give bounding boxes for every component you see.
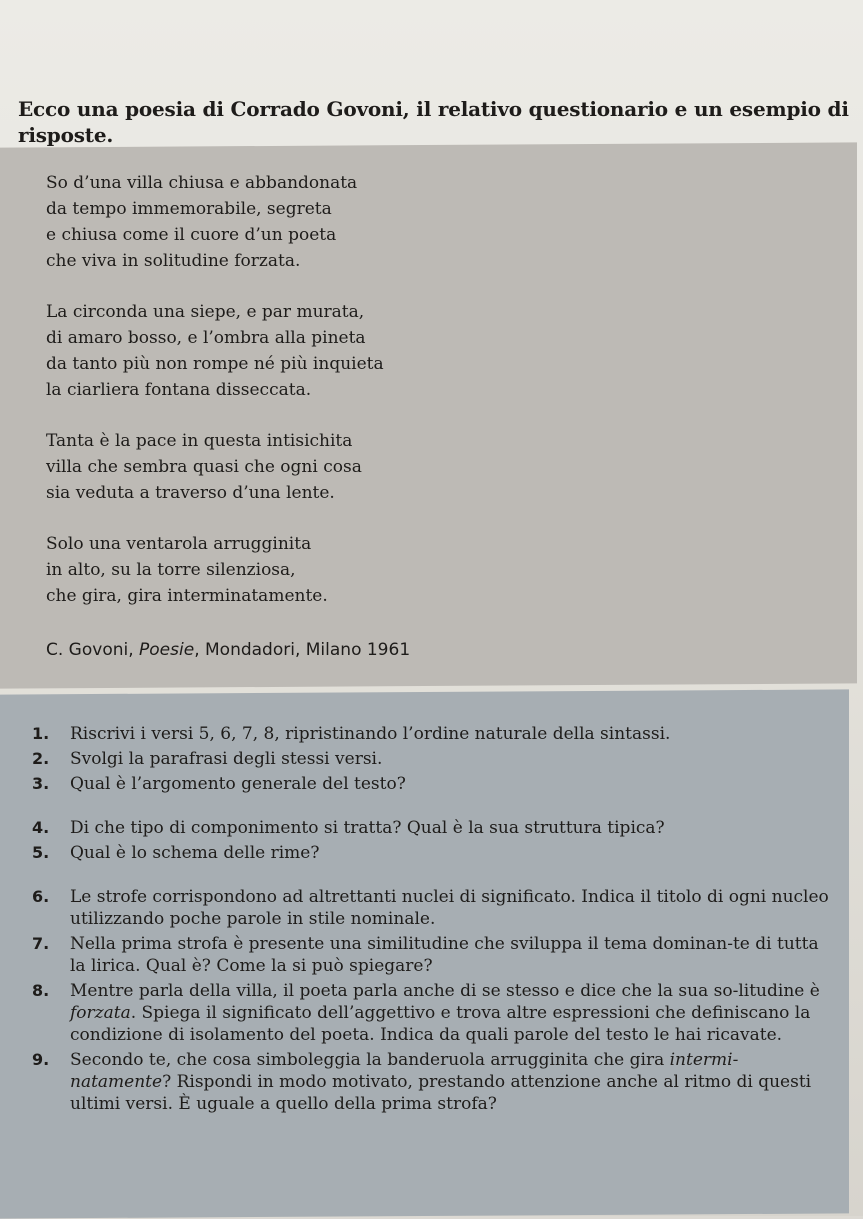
intro-heading: Ecco una poesia di Corrado Govoni, il relativo questionario e un esempio di risposte. (18, 97, 849, 147)
source-title: Poesie (139, 640, 195, 660)
verse: che viva in solitudine forzata. (46, 251, 301, 271)
question-number: 9. (32, 1050, 50, 1069)
question-6 (32, 886, 832, 930)
question-3 (32, 773, 832, 795)
question-text: Le strofe corrispondono ad altrettanti nuclei di significato. Indica il titolo di ogni nucleo utilizzando poche parole in stile nominale. (70, 887, 829, 929)
question-7 (32, 933, 832, 977)
question-2 (32, 748, 832, 770)
question-number: 3. (32, 774, 50, 793)
question-text: Nella prima strofa è presente una similitudine che sviluppa il tema dominan-te di tutta la lirica. Qual è? Come la si può spiegare? (70, 934, 819, 976)
question-number: 1. (32, 724, 50, 743)
verse: e chiusa come il cuore d’un poeta (46, 225, 337, 245)
question-1 (32, 723, 832, 745)
verse: in alto, su la torre silenziosa, (46, 560, 296, 580)
verse: da tempo immemorabile, segreta (46, 199, 332, 219)
question-text: Svolgi la parafrasi degli stessi versi. (70, 749, 383, 769)
stanza-3 (46, 428, 806, 506)
questions-list (32, 723, 832, 1118)
verse: So d’una villa chiusa e abbandonata (46, 173, 358, 193)
poem-source (46, 638, 410, 662)
question-5 (32, 842, 832, 864)
source-author: C. Govoni, (46, 640, 140, 660)
question-text (70, 981, 820, 1045)
question-8 (32, 980, 832, 1046)
stanza-1 (46, 170, 806, 274)
question-number: 5. (32, 843, 50, 862)
stanza-4 (46, 531, 806, 609)
question-number: 6. (32, 887, 50, 906)
question-emphasis: forzata (70, 1003, 131, 1023)
question-text (70, 1050, 811, 1114)
question-text-part: Secondo te, che cosa simboleggia la banderuola arrugginita che gira (70, 1050, 670, 1070)
question-text-part: Mentre parla della villa, il poeta parla anche di se stesso e dice che la sua so-litudine è (70, 981, 820, 1001)
question-emphasis: intermi-natamente (70, 1050, 739, 1092)
question-9 (32, 1049, 832, 1115)
verse: di amaro bosso, e l’ombra alla pineta (46, 328, 366, 348)
verse: La circonda una siepe, e par murata, (46, 302, 365, 322)
verse: villa che sembra quasi che ogni cosa (46, 457, 362, 477)
question-number: 8. (32, 981, 50, 1000)
question-text: Qual è lo schema delle rime? (70, 843, 320, 863)
poem (46, 170, 806, 634)
question-number: 7. (32, 934, 50, 953)
verse: da tanto più non rompe né più inquieta (46, 354, 384, 374)
verse: la ciarliera fontana disseccata. (46, 380, 312, 400)
question-text: Di che tipo di componimento si tratta? Qual è la sua struttura tipica? (70, 818, 665, 838)
question-text: Qual è l’argomento generale del testo? (70, 774, 406, 794)
source-publisher: , Mondadori, Milano 1961 (194, 640, 411, 660)
question-number: 2. (32, 749, 50, 768)
question-text-part: . Spiega il significato dell’aggettivo e trova altre espressioni che definiscano la condizione di isolamento del poeta. Indica da quali parole del testo le hai ricavate. (70, 1003, 811, 1045)
question-text-part: ? Rispondi in modo motivato, prestando attenzione anche al ritmo di questi ultimi versi. È uguale a quello della prima strofa? (70, 1072, 812, 1114)
question-text: Riscrivi i versi 5, 6, 7, 8, ripristinando l’ordine naturale della sintassi. (70, 724, 671, 744)
question-4 (32, 817, 832, 839)
verse: Solo una ventarola arrugginita (46, 534, 312, 554)
verse: che gira, gira interminatamente. (46, 586, 328, 606)
verse: sia veduta a traverso d’una lente. (46, 483, 335, 503)
verse: Tanta è la pace in questa intisichita (46, 431, 353, 451)
stanza-2 (46, 299, 806, 403)
question-number: 4. (32, 818, 50, 837)
